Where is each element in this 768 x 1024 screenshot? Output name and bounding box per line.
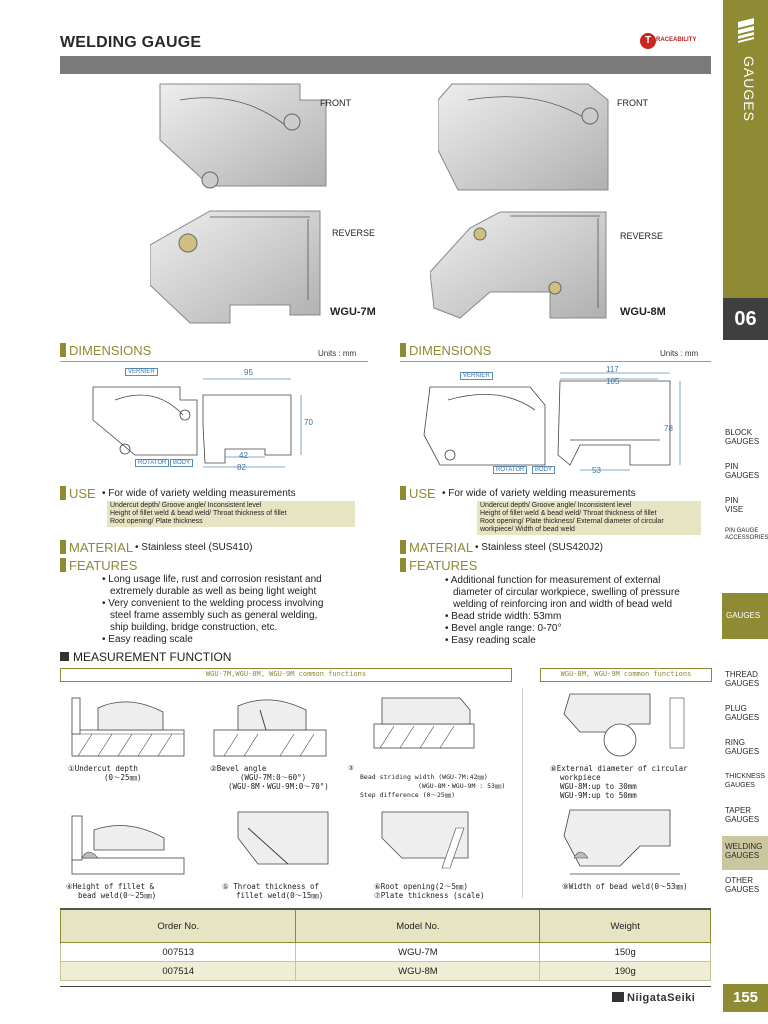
wgu7m-reverse-label: REVERSE	[332, 228, 376, 238]
cell-order-no: 007514	[61, 962, 296, 981]
right-use-box	[477, 501, 701, 535]
feature-line: • Very convenient to the welding process involving	[102, 598, 324, 609]
right-vernier-label: VERNIER	[460, 372, 493, 380]
measurement-heading: MEASUREMENT FUNCTION	[60, 650, 231, 664]
right-divider	[400, 361, 711, 362]
wgu7m-model-label: WGU-7M	[330, 306, 376, 318]
cell-weight: 190g	[540, 962, 711, 981]
page-title: WELDING GAUGE	[60, 34, 202, 51]
wgu7m-dimension-drawing	[85, 365, 325, 475]
left-depth-82: 82	[237, 463, 246, 472]
wgu8m-front-photo	[438, 80, 618, 192]
page-number: 155	[723, 984, 768, 1012]
right-dimensions-heading: DIMENSIONS	[400, 343, 491, 358]
left-vernier-label: VERNIER	[125, 368, 158, 376]
caption-root-opening: ⑥Root opening(2～5㎜) ⑦Plate thickness (scale)	[374, 882, 485, 900]
wgu8m-reverse-label: REVERSE	[620, 231, 664, 241]
table-row	[61, 943, 711, 962]
col-order-no: Order No.	[61, 909, 296, 943]
brand-logo: NiigataSeiki	[612, 992, 695, 1004]
feature-line: • Bevel angle range: 0-70°	[445, 623, 562, 634]
right-width-105: 105	[606, 377, 620, 386]
feature-line: • Easy reading scale	[102, 634, 193, 645]
side-nav-welding-gauges[interactable]: WELDING GAUGES	[725, 842, 763, 860]
right-depth-53: 53	[592, 466, 601, 475]
gauge-stack-icon	[736, 18, 756, 44]
left-use-line: Root opening/ Plate thickness	[110, 518, 203, 525]
wgu7m-front-label: FRONT	[320, 98, 351, 108]
caption-bead-width: ⑨Width of bead weld(0～53㎜)	[562, 882, 688, 891]
brand-mark-icon	[612, 992, 624, 1002]
caption-external-diameter: ⑧External diameter of circular workpiece WGU-8M:up to 30mm WGU-9M:up to 50mm	[550, 764, 688, 800]
side-nav-pin-gauge-accessories[interactable]: PIN GAUGE ACCESSORIES	[725, 528, 768, 541]
left-use-line: Height of fillet weld & bead weld/ Throat thickness of fillet	[110, 510, 287, 517]
side-nav-ring-gauges[interactable]: RING GAUGES	[725, 738, 760, 756]
side-nav-pin-gauges[interactable]: PIN GAUGES	[725, 462, 760, 480]
wgu8m-dimension-drawing	[420, 365, 690, 477]
footer-rule	[60, 986, 711, 987]
caption-throat-thickness: ⑤ Throat thickness of fillet weld(0～15㎜)	[222, 882, 324, 900]
right-use-line: workpiece/ Width of bead weld	[480, 526, 575, 533]
left-units: Units : mm	[318, 349, 357, 358]
left-features-list	[102, 574, 372, 646]
left-body-label: BODY	[170, 459, 193, 467]
wgu8m-reverse-photo	[430, 208, 615, 328]
right-use-line: Root opening/ Plate thickness/ External diameter of circular	[480, 518, 664, 525]
feature-line: steel frame assembly such as general welding,	[110, 610, 318, 621]
side-nav-thickness-gauges[interactable]: THICKNESS GAUGES	[725, 773, 766, 789]
feature-line: diameter of circular workpiece, swelling of pressure	[453, 587, 680, 598]
table-header-row	[61, 909, 711, 943]
side-nav-thread-gauges[interactable]: THREAD GAUGES	[725, 670, 760, 688]
feature-line: welding of reinforcing iron and width of bead weld	[453, 599, 673, 610]
feature-line: ship building, bridge construction, etc.	[110, 622, 278, 633]
right-use-line: Undercut depth/ Groove angle/ Inconsistent level	[480, 502, 632, 509]
right-features-list	[445, 575, 715, 647]
left-material-text: • Stainless steel (SUS410)	[135, 542, 253, 553]
fillet-height-illustration	[68, 810, 188, 876]
left-use-box	[107, 501, 355, 527]
feature-line: • Additional function for measurement of external	[445, 575, 661, 586]
left-features-heading: FEATURES	[60, 558, 137, 573]
right-use-text: • For wide of variety welding measurements	[442, 488, 636, 499]
extra-functions-label: WGU-8M, WGU-9M common functions	[540, 668, 712, 682]
caption-fillet-height: ④Height of fillet & bead weld(0～25㎜)	[66, 882, 157, 900]
left-use-text: • For wide of variety welding measurements	[102, 488, 296, 499]
caption-bevel: ②Bevel angle (WGU-7M:0～60°) (WGU-8M・WGU-9M:0～70°)	[210, 764, 329, 791]
table-row	[61, 962, 711, 981]
side-nav-pin-vise[interactable]: PIN VISE	[725, 496, 744, 514]
left-rotator-label: ROTATOR	[135, 459, 169, 467]
undercut-depth-illustration	[68, 690, 188, 758]
bead-striding-illustration	[370, 690, 480, 750]
root-opening-illustration	[372, 808, 482, 876]
col-weight: Weight	[540, 909, 711, 943]
col-model-no: Model No.	[296, 909, 540, 943]
left-height-70: 70	[304, 418, 313, 427]
wgu7m-front-photo	[150, 80, 330, 192]
right-use-heading: USE	[400, 486, 436, 501]
traceability-text: RACEABILITY	[656, 37, 697, 43]
left-use-heading: USE	[60, 486, 96, 501]
feature-line: • Long usage life, rust and corrosion resistant and	[102, 574, 322, 585]
chapter-number: 06	[723, 298, 768, 340]
cell-order-no: 007513	[61, 943, 296, 962]
right-features-heading: FEATURES	[400, 558, 477, 573]
order-table	[60, 908, 711, 981]
right-height-78: 78	[664, 424, 673, 433]
left-depth-42: 42	[239, 451, 248, 460]
external-diameter-illustration	[560, 688, 690, 758]
feature-line: extremely durable as well as being light weight	[110, 586, 317, 597]
common-functions-label: WGU-7M,WGU-8M, WGU-9M common functions	[60, 668, 512, 682]
left-divider	[60, 361, 368, 362]
caption-bead-striding: ③ Bead striding width (WGU-7M:42㎜) (WGU-8M・WGU-9M : 53㎜) Step difference (0～25㎜)	[348, 764, 506, 799]
bevel-angle-illustration	[210, 690, 330, 758]
header-bar	[60, 56, 711, 74]
cell-model-no: WGU-8M	[296, 962, 540, 981]
side-nav-taper-gauges[interactable]: TAPER GAUGES	[725, 806, 760, 824]
bead-width-illustration	[560, 806, 690, 876]
left-use-line: Undercut depth/ Groove angle/ Inconsistent level	[110, 502, 262, 509]
traceability-mark: T	[640, 33, 656, 49]
left-width-95: 95	[244, 368, 253, 377]
side-nav-other-gauges[interactable]: OTHER GAUGES	[725, 876, 760, 894]
feature-line: • Bead stride width: 53mm	[445, 611, 562, 622]
right-material-heading: MATERIAL	[400, 540, 473, 555]
caption-undercut: ①Undercut depth (0～25㎜)	[68, 764, 142, 782]
right-units: Units : mm	[660, 349, 699, 358]
left-dimensions-heading: DIMENSIONS	[60, 343, 151, 358]
measurement-divider	[522, 688, 523, 898]
wgu8m-model-label: WGU-8M	[620, 306, 666, 318]
right-body-label: BODY	[532, 466, 555, 474]
category-label: GAUGES	[741, 56, 757, 122]
side-nav-block-gauges[interactable]: BLOCK GAUGES	[725, 428, 760, 446]
right-rotator-label: ROTATOR	[493, 466, 527, 474]
side-nav-plug-gauges[interactable]: PLUG GAUGES	[725, 704, 760, 722]
wgu8m-front-label: FRONT	[617, 98, 648, 108]
right-width-117: 117	[606, 365, 619, 374]
cell-model-no: WGU-7M	[296, 943, 540, 962]
category-tab[interactable]	[723, 0, 768, 340]
right-use-line: Height of fillet weld & bead weld/ Throat thickness of fillet	[480, 510, 657, 517]
left-material-heading: MATERIAL	[60, 540, 133, 555]
right-material-text: • Stainless steel (SUS420J2)	[475, 542, 604, 553]
traceability-logo	[640, 33, 710, 51]
wgu7m-reverse-photo	[150, 205, 325, 325]
throat-thickness-illustration	[218, 808, 338, 876]
cell-weight: 150g	[540, 943, 711, 962]
side-nav-gauges[interactable]: GAUGES	[722, 593, 768, 639]
feature-line: • Easy reading scale	[445, 635, 536, 646]
